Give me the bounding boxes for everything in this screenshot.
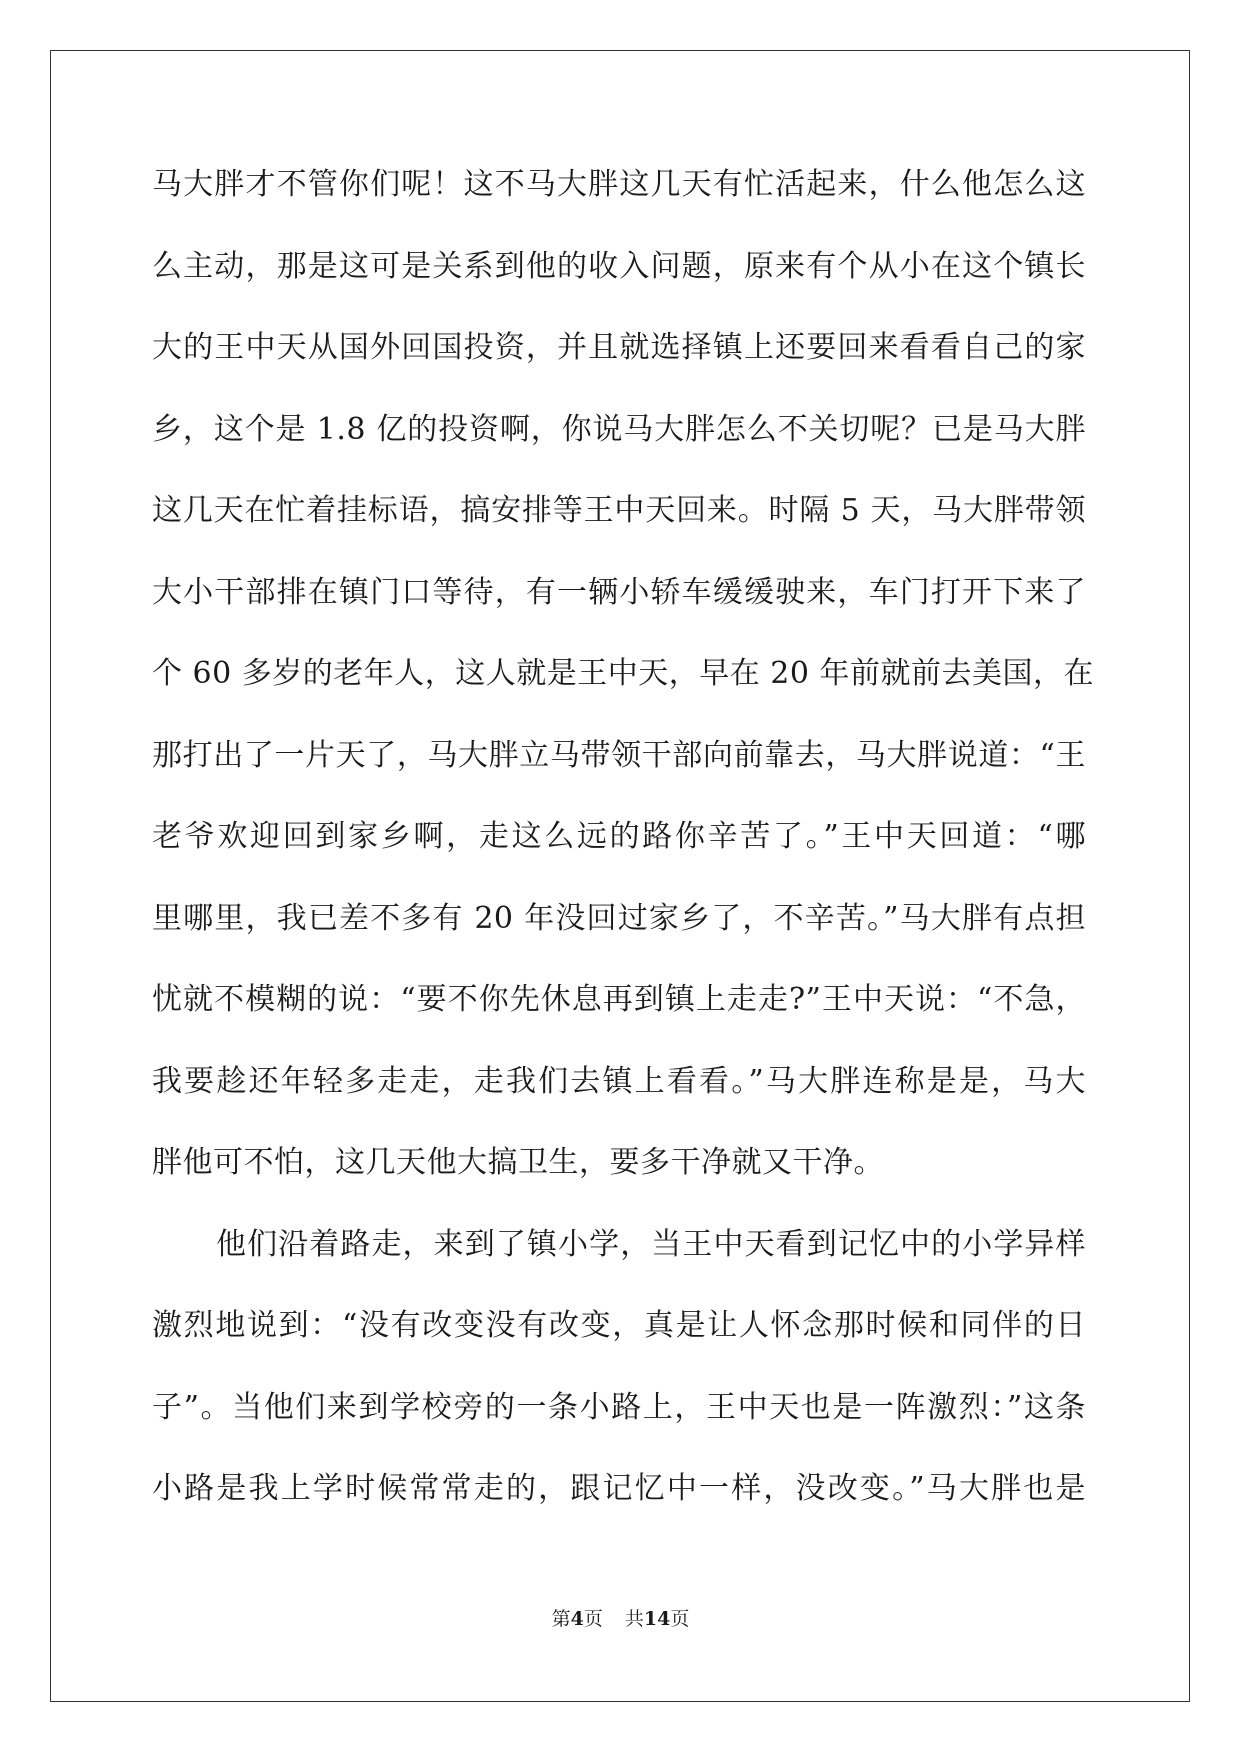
text-line: 老爷欢迎回到家乡啊，走这么远的路你辛苦了。”王中天回道：“哪 bbox=[152, 819, 1086, 854]
text-line: 子”。当他们来到学校旁的一条小路上，王中天也是一阵激烈：”这条 bbox=[152, 1389, 1086, 1425]
current-page-number: 4 bbox=[570, 1608, 584, 1630]
text-line: 大小干部排在镇门口等待，有一辆小轿车缓缓驶来，车门打开下来了 bbox=[152, 574, 1086, 610]
paragraph-start-line: 他们沿着路走，来到了镇小学，当王中天看到记忆中的小学异样 bbox=[216, 1226, 1086, 1262]
text-line: 激烈地说到：“没有改变没有改变，真是让人怀念那时候和同伴的日 bbox=[152, 1308, 1086, 1343]
page-footer bbox=[0, 1604, 1241, 1631]
page-prefix: 第 bbox=[551, 1608, 571, 1630]
total-suffix: 页 bbox=[670, 1608, 690, 1630]
total-page-count: 14 bbox=[643, 1608, 671, 1630]
text-line: 乡，这个是 1.8 亿的投资啊，你说马大胖怎么不关切呢？已是马大胖 bbox=[152, 411, 1086, 447]
page-suffix: 页 bbox=[583, 1608, 603, 1630]
text-line: 里哪里，我已差不多有 20 年没回过家乡了，不辛苦。”马大胖有点担 bbox=[152, 900, 1086, 936]
text-line: 大的王中天从国外回国投资，并且就选择镇上还要回来看看自己的家 bbox=[152, 330, 1086, 365]
body-text bbox=[152, 160, 1094, 1546]
text-line: 么主动，那是这可是关系到他的收入问题，原来有个从小在这个镇长 bbox=[152, 248, 1086, 284]
text-line: 小路是我上学时候常常走的，跟记忆中一样，没改变。”马大胖也是 bbox=[152, 1471, 1086, 1506]
text-line: 个 60 多岁的老年人，这人就是王中天，早在 20 年前就前去美国，在 bbox=[152, 656, 1094, 691]
paragraph-end-line: 胖他可不怕，这几天他大搞卫生，要多干净就又干净。 bbox=[152, 1145, 884, 1180]
text-line: 我要趁还年轻多走走，走我们去镇上看看。”马大胖连称是是，马大 bbox=[152, 1063, 1086, 1099]
text-line: 这几天在忙着挂标语，搞安排等王中天回来。时隔 5 天，马大胖带领 bbox=[152, 493, 1086, 528]
text-line: 忧就不模糊的说：“要不你先休息再到镇上走走?”王中天说：“不急， bbox=[152, 982, 1086, 1017]
text-line: 那打出了一片天了，马大胖立马带领干部向前靠去，马大胖说道：“王 bbox=[152, 737, 1086, 773]
total-prefix: 共 bbox=[624, 1608, 644, 1630]
text-line: 马大胖才不管你们呢！这不马大胖这几天有忙活起来，什么他怎么这 bbox=[152, 167, 1086, 202]
